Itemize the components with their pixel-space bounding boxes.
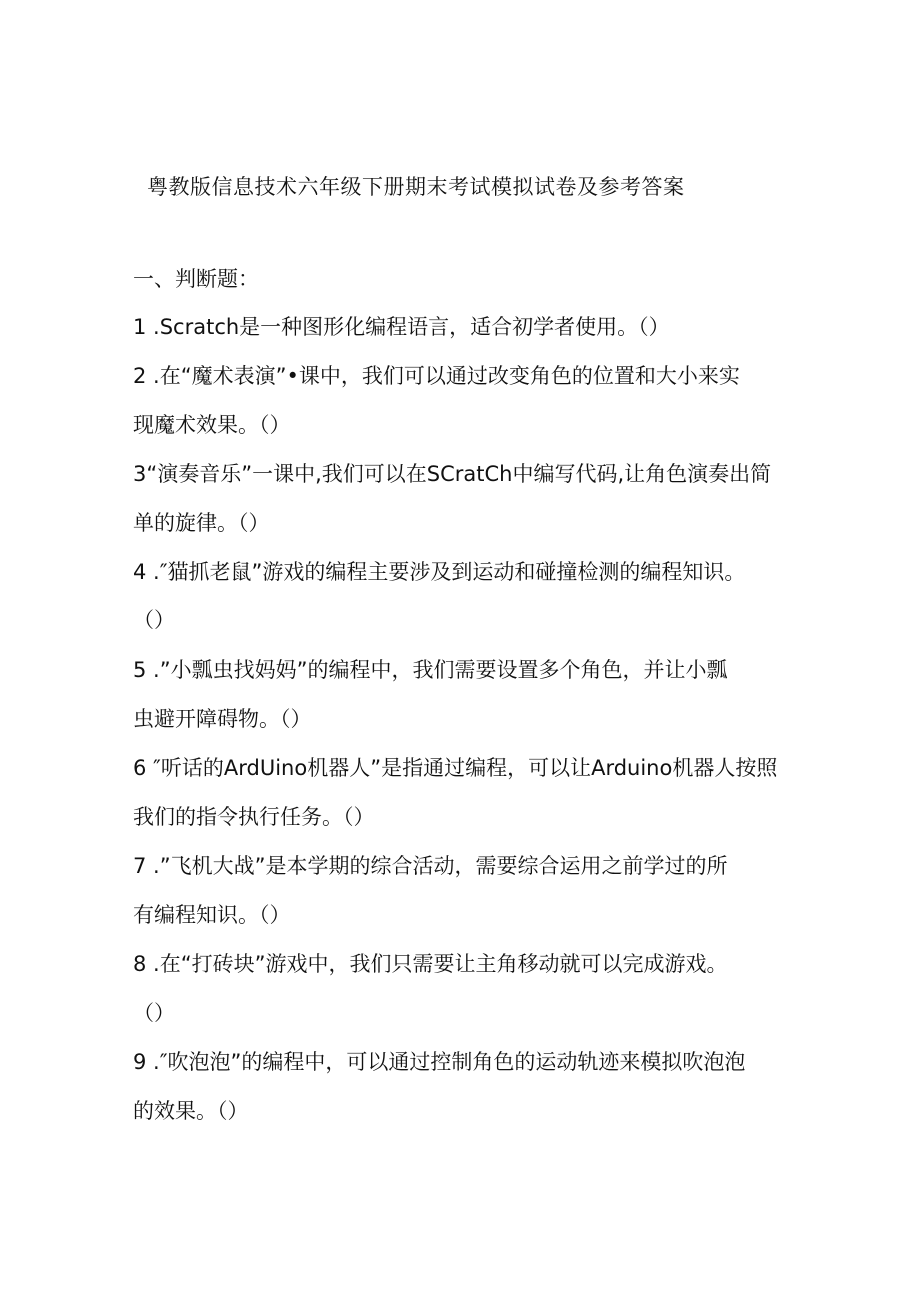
question-line: 9 .″吹泡泡”的编程中，可以通过控制角色的运动轨迹来模拟吹泡泡 — [133, 1050, 746, 1074]
question-line: （） — [133, 608, 175, 632]
section-heading: 一、判断题： — [133, 267, 259, 291]
question-line: 3“演奏音乐”一课中,我们可以在SCratCh中编写代码,让角色演奏出简 — [133, 462, 772, 486]
question-line: 6 ″听话的ArdUino机器人”是指通过编程，可以让Arduino机器人按照 — [133, 756, 778, 780]
question-line: 的效果。（） — [133, 1099, 249, 1123]
question-line: 1 .Scratch是一种图形化编程语言，适合初学者使用。（） — [133, 315, 670, 339]
question-line: 8 .在“打砖块”游戏中，我们只需要让主角移动就可以完成游戏。 — [133, 952, 728, 976]
question-line: 7 .”飞机大战”是本学期的综合活动，需要综合运用之前学过的所 — [133, 854, 728, 878]
question-line: （） — [133, 1001, 175, 1025]
question-line: 现魔术效果。（） — [133, 413, 291, 437]
question-line: 2 .在“魔术表演”•课中，我们可以通过改变角色的位置和大小来实 — [133, 364, 740, 388]
question-line: 虫避开障碍物。（） — [133, 707, 312, 731]
question-line: 4 .″猫抓老鼠”游戏的编程主要涉及到运动和碰撞检测的编程知识。 — [133, 560, 746, 584]
question-line: 单的旋律。（） — [133, 511, 270, 535]
question-line: 我们的指令执行任务。（） — [133, 805, 375, 829]
question-line: 有编程知识。（） — [133, 903, 291, 927]
document-title: 粤教版信息技术六年级下册期末考试模拟试卷及参考答案 — [147, 175, 685, 199]
question-line: 5 .”小瓢虫找妈妈”的编程中，我们需要设置多个角色，并让小瓢 — [133, 658, 728, 682]
